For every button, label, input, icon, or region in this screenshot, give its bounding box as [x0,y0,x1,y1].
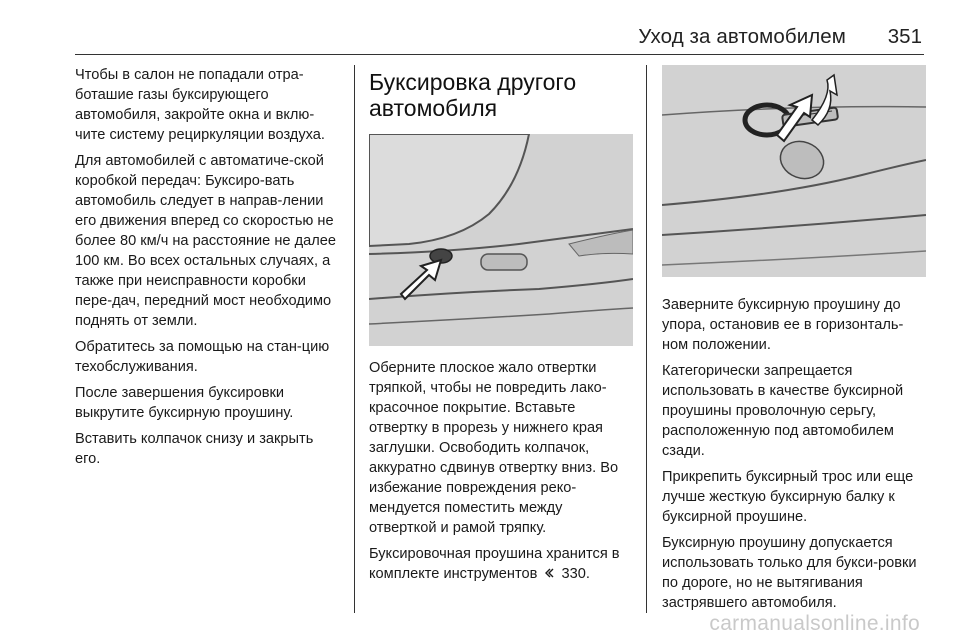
column-divider [646,65,647,613]
paragraph: Чтобы в салон не попадали отра-боташие газы буксирующего автомобиля, закройте окна и вклю-чите систему рециркуляции воздуха. [75,67,325,143]
page-reference-icon [543,567,555,579]
paragraph: Категорически запрещается использовать в качестве буксирной проушины проволочную серьгу, расположенную под автомобилем сзади. [662,363,904,459]
paragraph: Обратитесь за помощью на стан-цию техобслуживания. [75,339,330,375]
paragraph: Оберните плоское жало отвертки тряпкой, чтобы не повредить лако-красочное покрытие. Вставьте отвертку в прорезь у нижнего края заглушки. Освободить колпачок, аккуратно сдвинув отвертку вниз. Во избежание повреждения реко-мендуется поместить между отверткой и рамой тряпку. [369,360,619,536]
front-bumper-cap-illustration [369,134,633,346]
reference-page: 330. [561,566,590,582]
section-title: Буксировка другого автомобиля [369,69,577,121]
column-1 [75,65,341,475]
paragraph: После завершения буксировки выкрутите буксирную проушину. [75,385,294,421]
watermark: carmanualsonline.info [709,612,920,635]
header-rule [75,54,924,55]
column-3 [662,65,926,619]
paragraph: Прикрепить буксирный трос или еще лучше жесткую буксирную балку к буксирной проушине. [662,469,914,525]
paragraph: Буксирную проушину допускается использовать только для букси-ровки по дороге, но не вытягивания застрявшего автомобиля. [662,535,917,611]
tow-eye-installation-illustration [662,65,926,277]
tow-eye-illustration-svg [662,65,926,277]
reference-text: Буксировочная проушина хранится в комплекте инструментов [369,546,620,582]
column-2 [369,65,633,590]
reference-paragraph [369,544,633,584]
paragraph: Вставить колпачок снизу и закрыть его. [75,431,314,467]
page-header-title: Уход за автомобилем [638,25,846,48]
bumper-illustration-svg [369,134,633,346]
paragraph: Для автомобилей с автоматиче-ской коробкой передач: Буксиро-вать автомобиль следует в направ-лении его движения вперед со скоростью не более 80 км/ч на расстояние не далее 100 км. Во всех остальных случаях, а также при неисправности коробки пере-дач, передний мост необходимо поднять от земли. [75,153,336,329]
column-divider [354,65,355,613]
page-number: 351 [887,25,922,48]
paragraph: Заверните буксирную проушину до упора, остановив ее в горизонталь-ном положении. [662,297,904,353]
